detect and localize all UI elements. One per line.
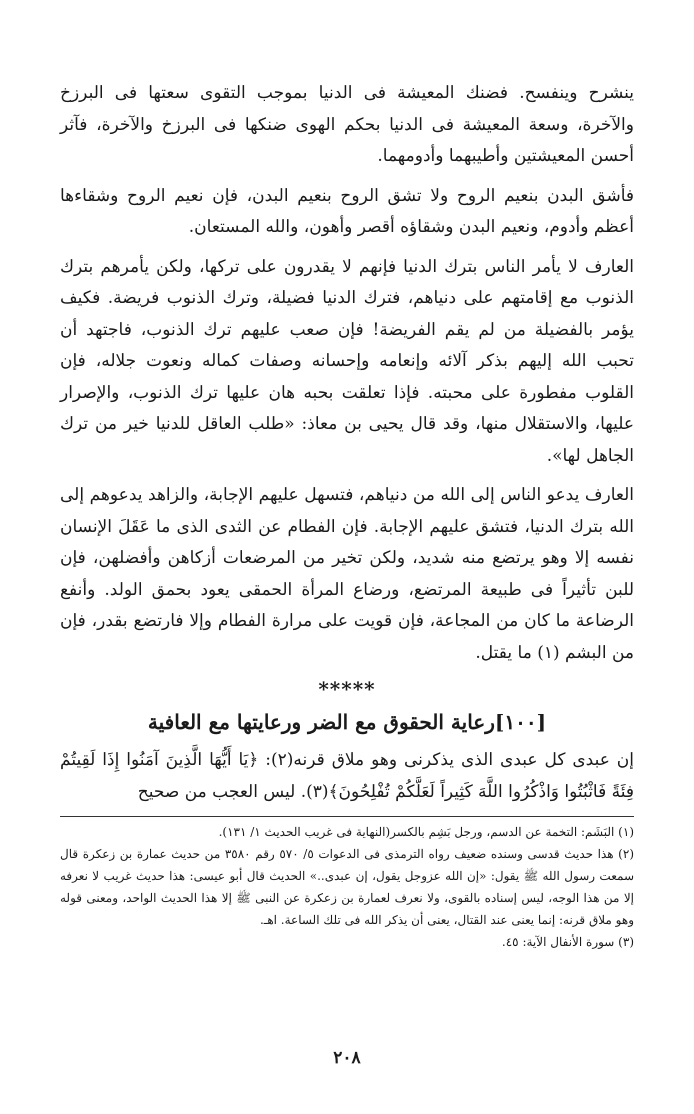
section-separator: *****	[318, 677, 376, 701]
body-paragraph: ينشرح وينفسح. فضنك المعيشة فى الدنيا بموجب التقوى سعتها فى البرزخ والآخرة، وسعة المعيشة فى الدنيا بحكم الهوى ضنكها فى البرزخ والآخرة، فآثر أحسن المعيشتين وأطيبهما وأدومهما.	[60, 83, 634, 166]
footnote-3: (٣) سورة الأنفال الآية: ٤٥.	[501, 935, 634, 949]
body-paragraph: فأشق البدن بنعيم الروح ولا تشق الروح بنعيم البدن، فإن نعيم الروح وشقاءها أعظم وأدوم، ونعيم البدن وشقاؤه أقصر وأهون، والله المستعان.	[60, 185, 634, 237]
footnote-1: (١) البَشَم: التخمة عن الدسم، ورجل بَشِم بالكسر(النهاية فى غريب الحديث ١/ ١٣١).	[218, 825, 634, 839]
body-paragraph: العارف يدعو الناس إلى الله من دنياهم، فتسهل عليهم الإجابة، والزاهد يدعوهم إلى الله بترك الدنيا، فتشق عليهم الإجابة. فإن الفطام عن الثدى الذى ما عَقَلَ الإنسان نفسه إلا وهو يرتضع منه شديد، ولكن تخير من المرضعات أزكاهن وأفضلهن، فإن للبن تأثيراً فى طبيعة المرتضع، ورضاع المرأة الحمقى يعود بحمق الولد. وأنفع الرضاعة ما كان من المجاعة، فإن قويت على مرارة الفطام وإلا فارتضع بقدر، فإن من البشم (١) ما يقتل.	[60, 485, 634, 663]
body-paragraph: العارف لا يأمر الناس بترك الدنيا فإنهم لا يقدرون على تركها، ولكن يأمرهم بترك الذنوب مع إقامتهم على دنياهم، فترك الدنيا فضيلة، وترك الذنوب فريضة. فكيف يؤمر بالفضيلة من لم يقم الفريضة! فإن صعب عليهم ترك الذنوب، فاجتهد أن تحبب الله إليهم بذكر آلائه وإنعامه وإحسانه وصفات كماله ونعوت جلاله، فإن القلوب مفطورة على محبته. فإذا تعلقت بحبه هان عليها ترك الذنوب، والإصرار عليها، والاستقلال منها، وقد قال يحيى بن معاذ: «طلب العاقل للدنيا خير من ترك الجاهل لها».	[60, 256, 634, 466]
section-paragraph: إن عبدى كل عبدى الذى يذكرنى وهو ملاق قرنه(٢): ﴿يَا أَيُّهَا الَّذِينَ آمَنُوا إِذَا لَقِيتُمْ فِئَةً فَاثْبُتُوا وَاذْكُرُوا اللَّهَ كَثِيراً لَعَلَّكُمْ تُفْلِحُونَ﴾(٣). ليس العجب من صحيح	[60, 750, 634, 802]
footnote-divider	[60, 816, 634, 817]
footnotes	[60, 821, 634, 953]
page-number: ٢٠٨	[333, 1048, 361, 1068]
section-heading: [١٠٠]رعاية الحقوق مع الضر ورعايتها مع العافية	[147, 710, 547, 734]
footnote-2: (٢) هذا حديث قدسى وسنده ضعيف رواه الترمذى فى الدعوات ٥/ ٥٧٠ رقم ٣٥٨٠ من حديث عمارة بن زعكرة قال سمعت رسول الله ﷺ يقول: «إن الله عزوجل يقول، إن عبدى..» الحديث قال أبو عيسى: هذا حديث غريب لا نعرفه إلا من هذا الوجه، ليس إسناده بالقوى، ولا نعرف لعمارة بن زعكرة عن النبى ﷺ إلا هذا الحديث الواحد، ومعنى قوله وهو ملاق قرنه: إنما يعنى عند القتال، يعنى أن يذكر الله فى تلك الساعة. اهـ.	[60, 847, 635, 927]
